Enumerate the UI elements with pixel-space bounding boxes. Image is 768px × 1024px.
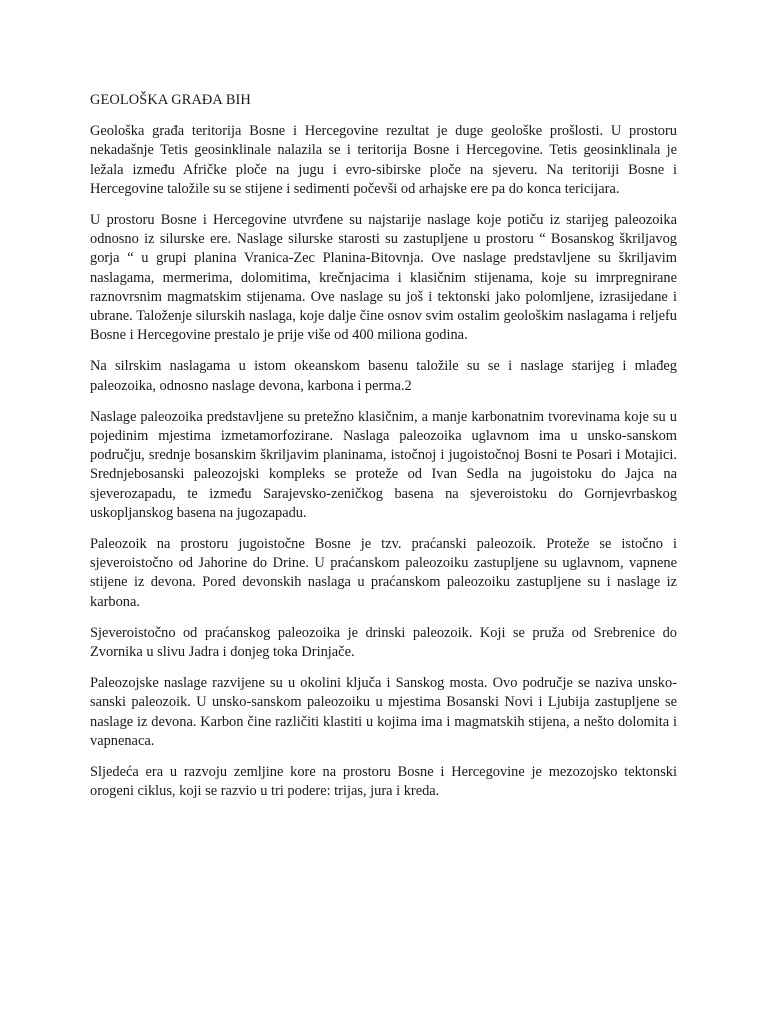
paragraph: Geološka građa teritorija Bosne i Hercegovine rezultat je duge geološke prošlosti. U prostoru nekadašnje Tetis geosinklinale nalazila se i teritorija Bosne i Hercegovine. Tetis geosinklinala je ležala između Afričke ploče na jugu i evro-sibirske ploče na sjeveru. Na teritoriji Bosne i Hercegovine taložile su se stijene i sedimenti počevši od arhajske ere pa do konca tericijara. [90, 123, 677, 197]
document-title: GEOLOŠKA GRAĐA BIH [90, 92, 251, 108]
paragraph: Sjeveroistočno od praćanskog paleozoika je drinski paleozoik. Koji se pruža od Srebrenice do Zvornika u slivu Jadra i donjeg toka Drinjače. [90, 624, 677, 661]
paragraph: Naslage paleozoika predstavljene su pretežno klasičnim, a manje karbonatnim tvorevinama koje su u pojedinim mjestima izmetamorfozirane. Naslaga paleozoika uglavnom ima u unsko-sanskom području, srednje bosanskim škriljavim planinama, istočnoj i jugoistočnoj Bosni te Posari i Motajici. Srednjebosanski paleozojski kompleks se proteže od Ivan Sedla na jugoistoku do Jajca na sjeverozapadu, te između Sarajevsko-zeničkog basena na sjeveroistoku do Gornjevrbaskog uskopljanskog basena na jugozapadu. [90, 408, 677, 521]
paragraph: Paleozojske naslage razvijene su u okolini ključa i Sanskog mosta. Ovo područje se naziva unsko-sanski paleozoik. U unsko-sanskom paleozoiku u mjestima Bosanski Novi i Ljubija zastupljene se naslage iz devona. Karbon čine različiti klastiti u kojima ima i magmatskih stijena, a nešto dolomita i vapnenaca. [90, 675, 677, 749]
paragraph: Paleozoik na prostoru jugoistočne Bosne je tzv. praćanski paleozoik. Proteže se istočno i sjeveroistočno od Jahorine do Drine. U praćanskom paleozoiku zastupljene su uglavnom, vapnene stijene iz devona. Pored devonskih naslaga u praćanskom paleozoiku zastupljene su i naslage iz karbona. [90, 536, 677, 610]
paragraph: U prostoru Bosne i Hercegovine utvrđene su najstarije naslage koje potiču iz starijeg paleozoika odnosno iz silurske ere. Naslage silurske starosti su zastupljene u prostoru “ Bosanskog škriljavog gorja “ u grupi planina Vranica-Zec Planina-Bitovnja. Ove naslage predstavljene su škriljavim naslagama, mermerima, dolomitima, krečnjacima i klasičnim stijenama, koje su imrpregnirane raznovrsnim magmatskim stijenama. Ove naslage su još i tektonski jako polomljene, izrasijedane i ubrane. Taloženje silurskih naslaga, koje dalje čine osnov svim ostalim geološkim naslagama i reljefu Bosne i Hercegovine prestalo je prije više od 400 miliona godina. [90, 212, 677, 344]
paragraph: Na silrskim naslagama u istom okeanskom basenu taložile su se i naslage starijeg i mlađeg paleozoika, odnosno naslage devona, karbona i perma.2 [90, 358, 677, 394]
document-body [90, 91, 677, 814]
paragraph: Sljedeća era u razvoju zemljine kore na prostoru Bosne i Hercegovine je mezozojsko tektonski orogeni ciklus, koji se razvio u tri podere: trijas, jura i kreda. [90, 764, 677, 800]
